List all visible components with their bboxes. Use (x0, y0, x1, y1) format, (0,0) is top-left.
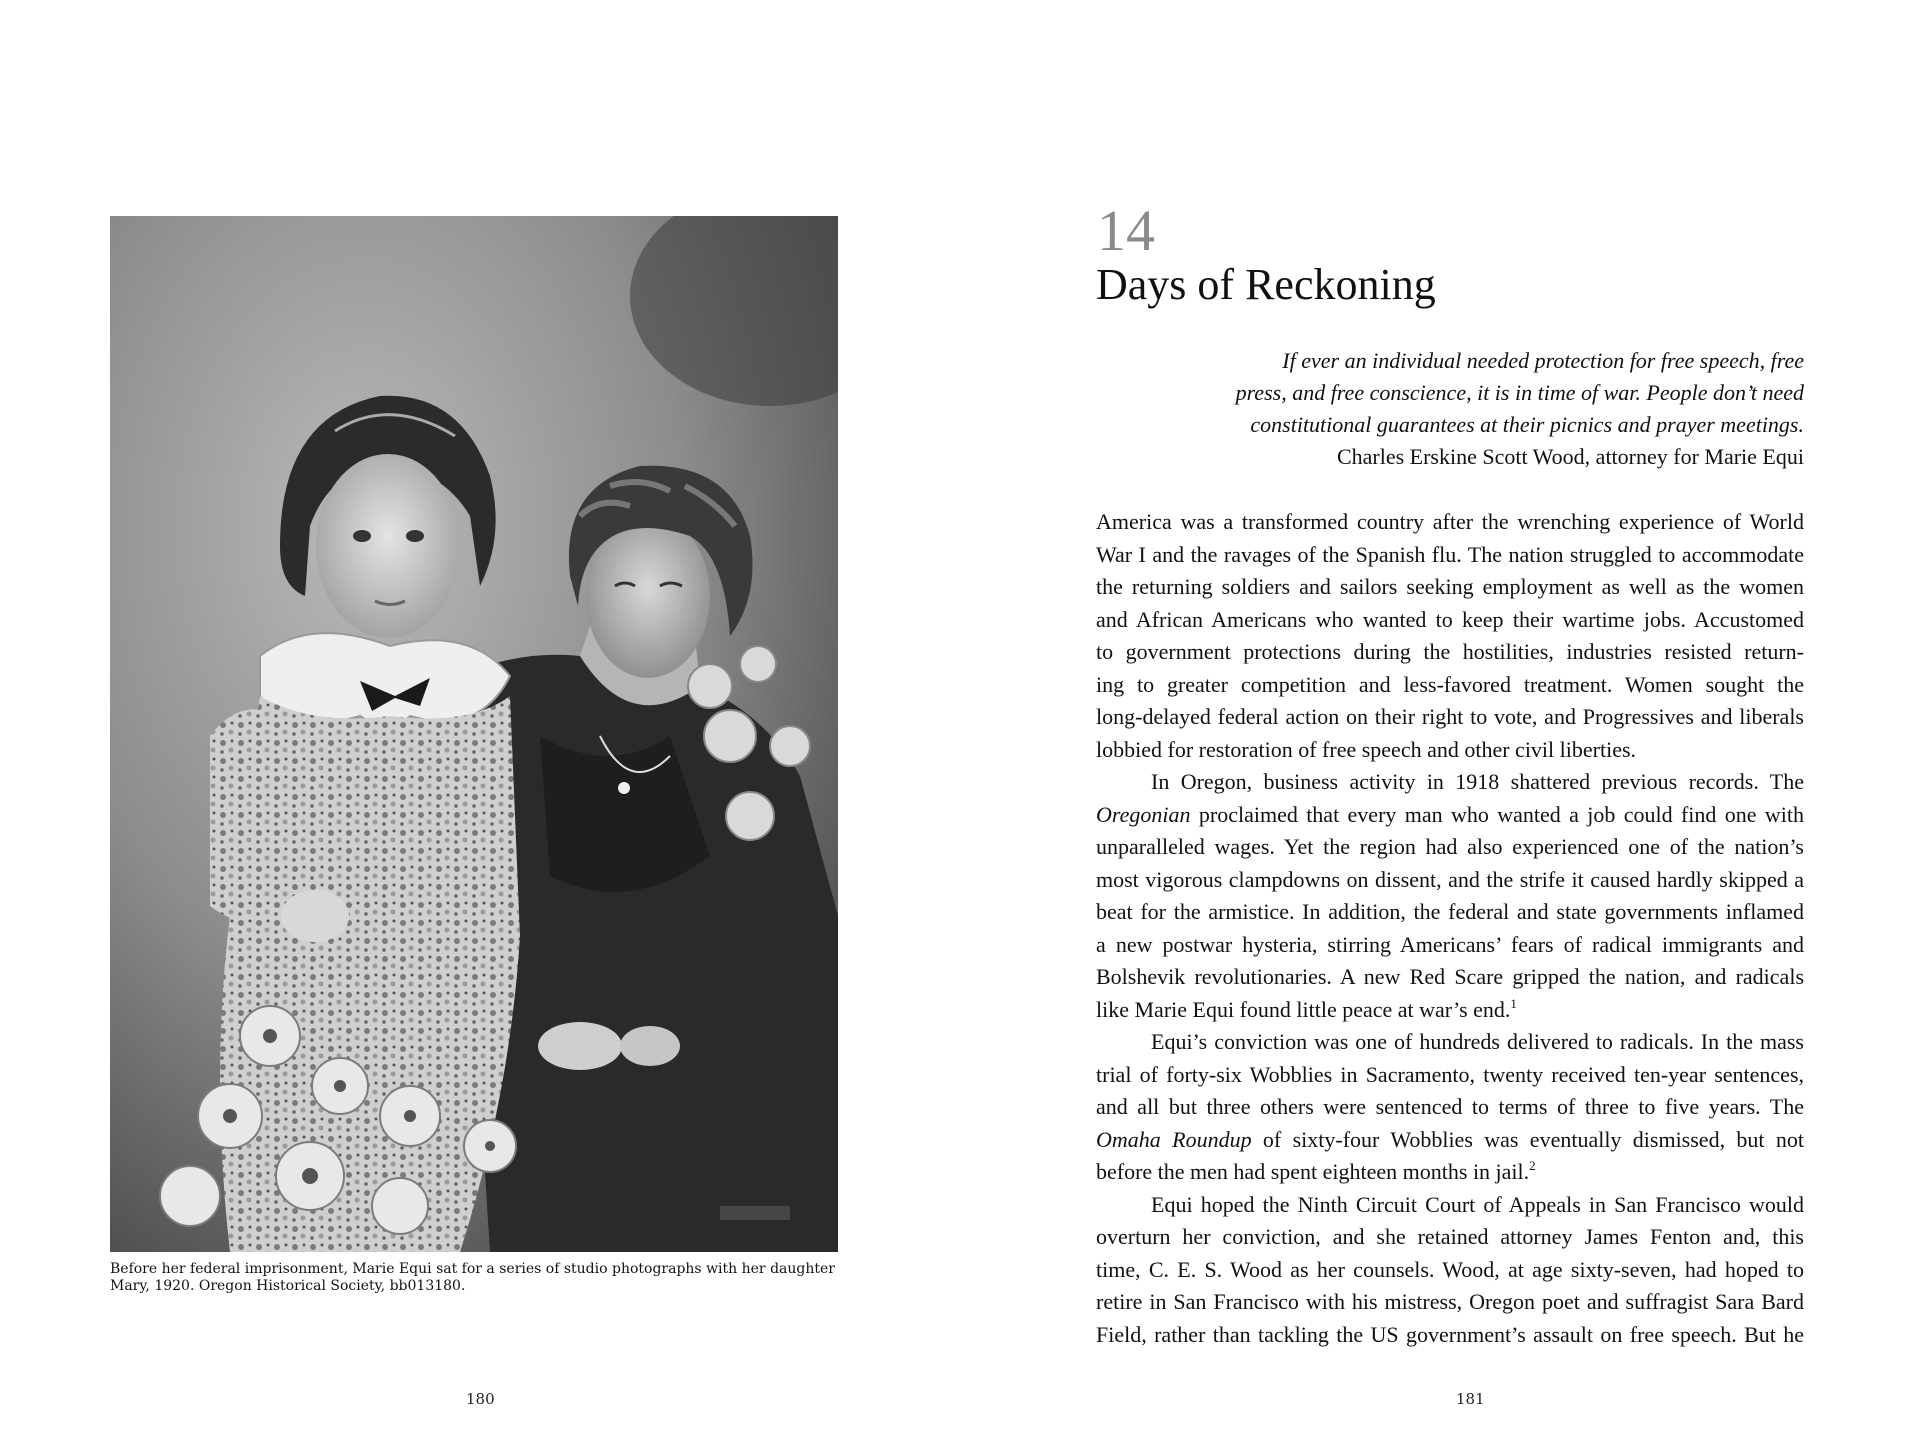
photo-caption (110, 1261, 838, 1295)
italic-title: Oregonian (1096, 801, 1191, 827)
italic-title: Omaha Roundup (1096, 1126, 1252, 1152)
body-line (1096, 799, 1804, 832)
epigraph-attribution: Charles Erskine Scott Wood, attorney for Marie Equi (1336, 444, 1804, 469)
body-line: overturn her conviction, and she retained attorney James Fenton and, this (1096, 1224, 1804, 1249)
body-text-run: before the men had spent eighteen months in jail. (1096, 1159, 1530, 1184)
body-line: trial of forty-six Wobblies in Sacramento, twenty received ten-year sentences, (1096, 1061, 1804, 1087)
body-text-run: proclaimed that every man who wanted a job could find one with (1190, 801, 1804, 827)
caption-line: Before her federal imprisonment, Marie Equi sat for a series of studio photographs with her daughter (110, 1261, 835, 1277)
body-line (1096, 994, 1804, 1027)
body-line: America was a transformed country after the wrenching experience of World (1096, 509, 1804, 534)
body-line: most vigorous clampdowns on dissent, and the strife it caused hardly skipped a (1096, 866, 1804, 892)
body-line: and African Americans who wanted to keep their wartime jobs. Accustomed (1096, 606, 1804, 632)
body-line: beat for the armistice. In addition, the federal and state governments inflamed (1096, 899, 1804, 924)
body-line (1096, 1124, 1804, 1157)
body-line: to government protections during the hostilities, industries resisted return- (1096, 639, 1804, 664)
chapter-title: Days of Reckoning (1096, 260, 1436, 309)
chapter-number: 14 (1097, 198, 1155, 263)
body-line: War I and the ravages of the Spanish flu. The nation struggled to accommodate (1096, 541, 1804, 567)
body-line: lobbied for restoration of free speech and other civil liberties. (1096, 736, 1637, 762)
body-line: long-delayed federal action on their right to vote, and Progressives and liberals (1096, 704, 1804, 729)
body-line: unparalleled wages. Yet the region had also experienced one of the nation’s (1096, 834, 1804, 859)
body-text-run: like Marie Equi found little peace at war’s end. (1096, 996, 1511, 1022)
footnote-marker[interactable]: 1 (1510, 995, 1517, 1011)
body-line: Equi hoped the Ninth Circuit Court of Appeals in San Francisco would (1151, 1191, 1804, 1217)
body-line: In Oregon, business activity in 1918 shattered previous records. The (1151, 769, 1804, 794)
chapter-body (1096, 506, 1804, 1351)
body-line: time, C. E. S. Wood as her counsels. Wood, at age sixty-seven, had hoped to (1096, 1256, 1804, 1282)
caption-line: Mary, 1920. Oregon Historical Society, bb013180. (110, 1278, 466, 1294)
body-line: and all but three others were sentenced to terms of three to five years. The (1096, 1094, 1804, 1119)
body-line (1096, 1156, 1804, 1189)
body-line: ing to greater competition and less-favored treatment. Women sought the (1096, 671, 1804, 697)
body-line: Bolshevik revolutionaries. A new Red Scare gripped the nation, and radicals (1096, 964, 1804, 989)
page-number-left: 180 (466, 1390, 495, 1408)
epigraph-line: press, and free conscience, it is in time of war. People don’t need (1235, 380, 1804, 405)
historical-photograph (110, 216, 838, 1252)
body-text-run: of sixty-four Wobblies was eventually dismissed, but not (1251, 1126, 1805, 1152)
body-line: Equi’s conviction was one of hundreds delivered to radicals. In the mass (1151, 1029, 1804, 1054)
footnote-marker[interactable]: 2 (1529, 1158, 1536, 1173)
body-line: retire in San Francisco with his mistress, Oregon poet and suffragist Sara Bard (1096, 1289, 1804, 1314)
right-page (960, 0, 1920, 1440)
epigraph (1096, 345, 1804, 473)
epigraph-line: If ever an individual needed protection for free speech, free (1282, 348, 1804, 373)
epigraph-line: constitutional guarantees at their picnics and prayer meetings. (1250, 412, 1804, 437)
body-line: a new postwar hysteria, stirring Americans’ fears of radical immigrants and (1096, 931, 1804, 957)
page-number-right: 181 (1456, 1390, 1485, 1408)
body-line: Field, rather than tackling the US government’s assault on free speech. But he (1096, 1321, 1804, 1347)
photo-illustration (110, 216, 838, 1252)
body-line: the returning soldiers and sailors seeking employment as well as the women (1096, 574, 1804, 599)
